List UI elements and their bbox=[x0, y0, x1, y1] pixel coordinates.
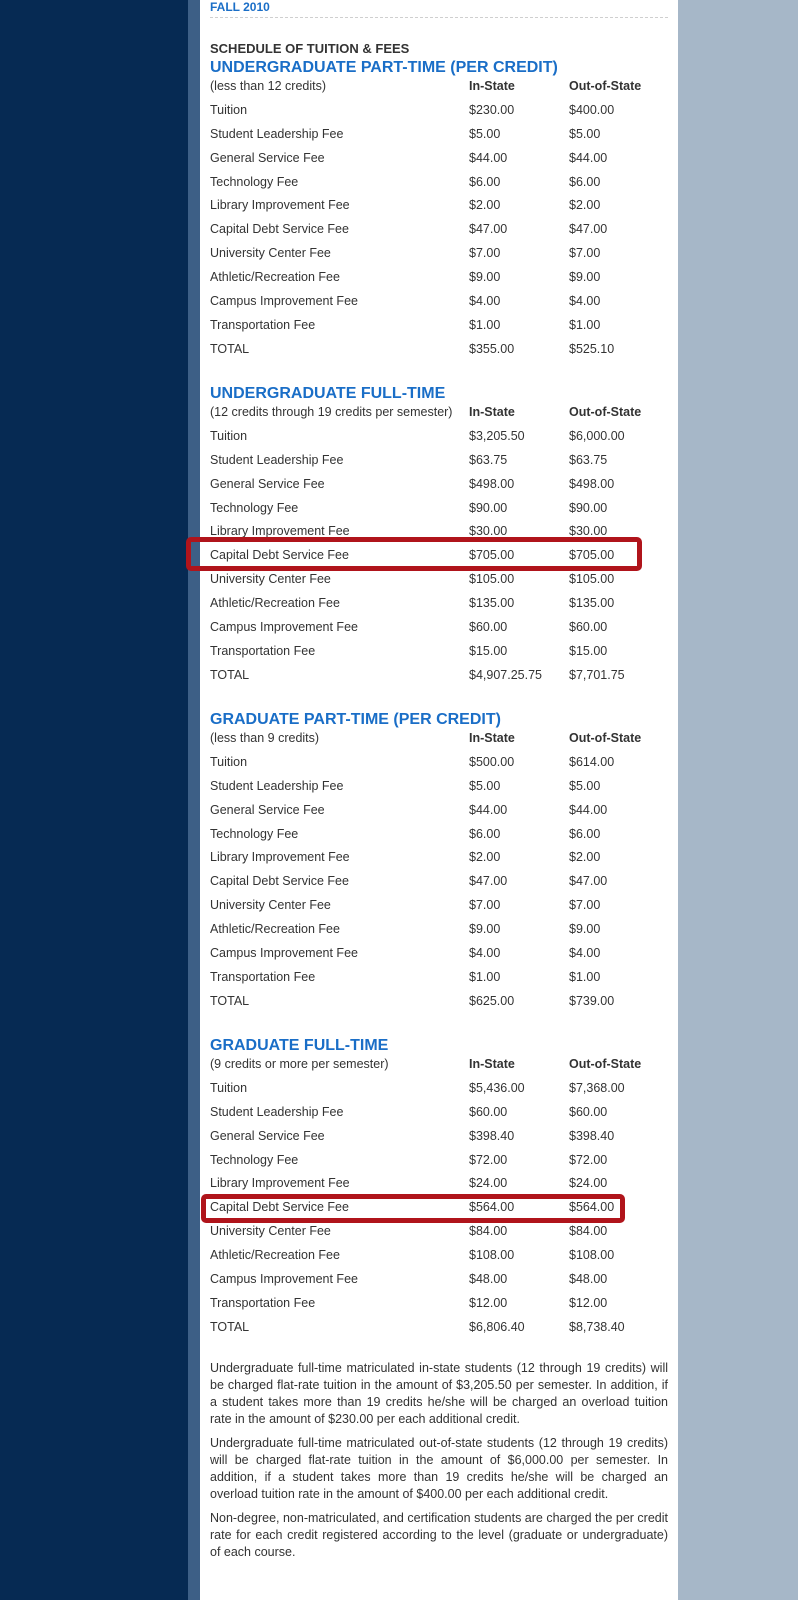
out-of-state-amount: $739.00 bbox=[569, 993, 615, 1008]
table-row bbox=[210, 476, 670, 500]
in-state-amount: $108.00 bbox=[469, 1248, 515, 1263]
fee-label: TOTAL bbox=[210, 667, 250, 682]
fee-label: General Service Fee bbox=[210, 1128, 325, 1143]
in-state-amount: $4.00 bbox=[469, 946, 501, 961]
table-row bbox=[210, 802, 670, 826]
table-row bbox=[210, 102, 670, 126]
section-grad-full-time bbox=[210, 1036, 670, 1343]
table-row bbox=[210, 619, 670, 643]
fee-label: University Center Fee bbox=[210, 572, 331, 587]
out-of-state-amount: $24.00 bbox=[569, 1176, 608, 1191]
table-row bbox=[210, 969, 670, 993]
in-state-amount: $705.00 bbox=[469, 548, 515, 563]
table-row bbox=[210, 341, 670, 365]
note-paragraph: Non-degree, non-matriculated, and certification students are charged the per credit rate for each credit registered according to the level (graduate or undergraduate) of each course. bbox=[210, 1511, 668, 1559]
out-of-state-amount: $44.00 bbox=[569, 802, 608, 817]
table-row bbox=[210, 826, 670, 850]
season-label: FALL 2010 bbox=[210, 0, 668, 18]
table-row bbox=[210, 1152, 670, 1176]
in-state-amount: $7.00 bbox=[469, 898, 501, 913]
fee-label: Campus Improvement Fee bbox=[210, 620, 358, 635]
in-state-amount: $398.40 bbox=[469, 1128, 515, 1143]
fee-label: University Center Fee bbox=[210, 898, 331, 913]
section-subtitle: (12 credits through 19 credits per semester) bbox=[210, 405, 453, 419]
out-of-state-amount: $614.00 bbox=[569, 754, 615, 769]
fee-label: Technology Fee bbox=[210, 826, 299, 841]
table-header-row bbox=[210, 1056, 670, 1080]
table-row bbox=[210, 126, 670, 150]
table-header-row bbox=[210, 78, 670, 102]
in-state-amount: $3,205.50 bbox=[469, 428, 525, 443]
in-state-amount: $500.00 bbox=[469, 754, 515, 769]
table-row bbox=[210, 993, 670, 1017]
out-of-state-amount: $6.00 bbox=[569, 826, 601, 841]
out-of-state-amount: $400.00 bbox=[569, 102, 615, 117]
fee-label: TOTAL bbox=[210, 993, 250, 1008]
out-of-state-amount: $48.00 bbox=[569, 1272, 608, 1287]
table-row bbox=[210, 571, 670, 595]
table-header-row bbox=[210, 730, 670, 754]
out-of-state-amount: $525.10 bbox=[569, 341, 615, 356]
table-row bbox=[210, 643, 670, 667]
out-of-state-amount: $108.00 bbox=[569, 1248, 615, 1263]
section-title: UNDERGRADUATE FULL-TIME bbox=[210, 385, 446, 402]
in-state-amount: $5,436.00 bbox=[469, 1080, 525, 1095]
fee-label: Technology Fee bbox=[210, 174, 299, 189]
table-row bbox=[210, 1080, 670, 1104]
right-gray-band bbox=[678, 0, 798, 1600]
fee-label: Library Improvement Fee bbox=[210, 1176, 350, 1191]
fee-label: Campus Improvement Fee bbox=[210, 294, 358, 309]
table-row bbox=[210, 1223, 670, 1247]
out-of-state-amount: $4.00 bbox=[569, 294, 601, 309]
in-state-amount: $48.00 bbox=[469, 1272, 508, 1287]
out-of-state-amount: $2.00 bbox=[569, 850, 601, 865]
table-row bbox=[210, 873, 670, 897]
in-state-amount: $30.00 bbox=[469, 524, 508, 539]
col-header-in-state: In-State bbox=[469, 1057, 515, 1071]
table-row bbox=[210, 921, 670, 945]
out-of-state-amount: $5.00 bbox=[569, 126, 601, 141]
out-of-state-amount: $7,368.00 bbox=[569, 1080, 625, 1095]
in-state-amount: $90.00 bbox=[469, 500, 508, 515]
col-header-in-state: In-State bbox=[469, 731, 515, 745]
out-of-state-amount: $7.00 bbox=[569, 898, 601, 913]
table-row bbox=[210, 197, 670, 221]
table-header-row bbox=[210, 404, 670, 428]
in-state-amount: $1.00 bbox=[469, 969, 501, 984]
section-subtitle: (less than 12 credits) bbox=[210, 79, 327, 93]
fee-label: TOTAL bbox=[210, 1319, 250, 1334]
out-of-state-amount: $6,000.00 bbox=[569, 428, 625, 443]
fee-label: Student Leadership Fee bbox=[210, 452, 344, 467]
out-of-state-amount: $12.00 bbox=[569, 1295, 608, 1310]
schedule-heading: SCHEDULE OF TUITION & FEES bbox=[210, 41, 410, 56]
in-state-amount: $84.00 bbox=[469, 1224, 508, 1239]
in-state-amount: $47.00 bbox=[469, 222, 508, 237]
fee-label: Student Leadership Fee bbox=[210, 126, 344, 141]
col-header-out-of-state: Out-of-State bbox=[569, 79, 642, 93]
col-header-in-state: In-State bbox=[469, 79, 515, 93]
table-row bbox=[210, 1295, 670, 1319]
out-of-state-amount: $564.00 bbox=[569, 1200, 615, 1215]
in-state-amount: $105.00 bbox=[469, 572, 515, 587]
left-navy-band bbox=[0, 0, 188, 1600]
out-of-state-amount: $7.00 bbox=[569, 246, 601, 261]
col-header-out-of-state: Out-of-State bbox=[569, 1057, 642, 1071]
fee-label: Capital Debt Service Fee bbox=[210, 874, 349, 889]
table-row bbox=[210, 174, 670, 198]
in-state-amount: $60.00 bbox=[469, 620, 508, 635]
table-row bbox=[210, 754, 670, 778]
table-row bbox=[210, 452, 670, 476]
fee-label: Tuition bbox=[210, 1080, 248, 1095]
col-header-out-of-state: Out-of-State bbox=[569, 731, 642, 745]
highlight-box-grad-capital-debt bbox=[201, 1194, 625, 1223]
fee-label: Student Leadership Fee bbox=[210, 778, 344, 793]
highlight-box-undergrad-capital-debt bbox=[186, 537, 642, 571]
fee-label: Capital Debt Service Fee bbox=[210, 222, 349, 237]
fee-label: Capital Debt Service Fee bbox=[210, 548, 349, 563]
fee-label: Transportation Fee bbox=[210, 317, 316, 332]
out-of-state-amount: $60.00 bbox=[569, 620, 608, 635]
out-of-state-amount: $72.00 bbox=[569, 1152, 608, 1167]
out-of-state-amount: $6.00 bbox=[569, 174, 601, 189]
table-row bbox=[210, 428, 670, 452]
notes bbox=[210, 1360, 668, 1568]
table-row bbox=[210, 1247, 670, 1271]
table-row bbox=[210, 221, 670, 245]
fee-label: Transportation Fee bbox=[210, 969, 316, 984]
fee-label: Athletic/Recreation Fee bbox=[210, 922, 340, 937]
in-state-amount: $6.00 bbox=[469, 174, 501, 189]
table-row bbox=[210, 897, 670, 921]
out-of-state-amount: $1.00 bbox=[569, 317, 601, 332]
table-row bbox=[210, 1319, 670, 1343]
table-row bbox=[210, 595, 670, 619]
out-of-state-amount: $8,738.40 bbox=[569, 1319, 625, 1334]
in-state-amount: $4.00 bbox=[469, 294, 501, 309]
table-row bbox=[210, 1271, 670, 1295]
out-of-state-amount: $1.00 bbox=[569, 969, 601, 984]
out-of-state-amount: $5.00 bbox=[569, 778, 601, 793]
out-of-state-amount: $7,701.75 bbox=[569, 667, 625, 682]
in-state-amount: $2.00 bbox=[469, 850, 501, 865]
in-state-amount: $564.00 bbox=[469, 1200, 515, 1215]
fee-label: TOTAL bbox=[210, 341, 250, 356]
out-of-state-amount: $135.00 bbox=[569, 596, 615, 611]
out-of-state-amount: $15.00 bbox=[569, 643, 608, 658]
table-row bbox=[210, 269, 670, 293]
fee-label: Athletic/Recreation Fee bbox=[210, 596, 340, 611]
out-of-state-amount: $44.00 bbox=[569, 150, 608, 165]
fee-label: Student Leadership Fee bbox=[210, 1104, 344, 1119]
out-of-state-amount: $30.00 bbox=[569, 524, 608, 539]
table-row bbox=[210, 150, 670, 174]
in-state-amount: $24.00 bbox=[469, 1176, 508, 1191]
in-state-amount: $135.00 bbox=[469, 596, 515, 611]
note-paragraph: Undergraduate full-time matriculated out-of-state students (12 through 19 credits) will be charged flat-rate tuition in the amount of $6,000.00 per semester. In addition, if a student takes more than 19 credits he/she will be charged an overload tuition rate in the amount of $400.00 per each additional credit. bbox=[210, 1436, 668, 1501]
out-of-state-amount: $60.00 bbox=[569, 1104, 608, 1119]
table-row bbox=[210, 1128, 670, 1152]
in-state-amount: $230.00 bbox=[469, 102, 515, 117]
fee-label: Technology Fee bbox=[210, 500, 299, 515]
out-of-state-amount: $47.00 bbox=[569, 874, 608, 889]
out-of-state-amount: $2.00 bbox=[569, 198, 601, 213]
in-state-amount: $44.00 bbox=[469, 802, 508, 817]
in-state-amount: $44.00 bbox=[469, 150, 508, 165]
fee-label: Athletic/Recreation Fee bbox=[210, 270, 340, 285]
table-row bbox=[210, 778, 670, 802]
fee-label: Athletic/Recreation Fee bbox=[210, 1248, 340, 1263]
in-state-amount: $15.00 bbox=[469, 643, 508, 658]
out-of-state-amount: $4.00 bbox=[569, 946, 601, 961]
fee-label: General Service Fee bbox=[210, 150, 325, 165]
in-state-amount: $63.75 bbox=[469, 452, 508, 467]
table-row bbox=[210, 945, 670, 969]
section-title: GRADUATE PART-TIME (PER CREDIT) bbox=[210, 711, 501, 728]
in-state-amount: $498.00 bbox=[469, 476, 515, 491]
in-state-amount: $12.00 bbox=[469, 1295, 508, 1310]
out-of-state-amount: $90.00 bbox=[569, 500, 608, 515]
out-of-state-amount: $47.00 bbox=[569, 222, 608, 237]
fee-label: Tuition bbox=[210, 754, 248, 769]
in-state-amount: $625.00 bbox=[469, 993, 515, 1008]
fee-label: Tuition bbox=[210, 102, 248, 117]
table-row bbox=[210, 317, 670, 341]
in-state-amount: $4,907.25.75 bbox=[469, 667, 542, 682]
in-state-amount: $72.00 bbox=[469, 1152, 508, 1167]
content-panel bbox=[200, 0, 678, 1600]
fee-label: Technology Fee bbox=[210, 1152, 299, 1167]
col-header-in-state: In-State bbox=[469, 405, 515, 419]
fee-label: Capital Debt Service Fee bbox=[210, 1200, 349, 1215]
fee-label: University Center Fee bbox=[210, 246, 331, 261]
fee-label: Transportation Fee bbox=[210, 643, 316, 658]
fee-label: Library Improvement Fee bbox=[210, 524, 350, 539]
out-of-state-amount: $9.00 bbox=[569, 922, 601, 937]
out-of-state-amount: $398.40 bbox=[569, 1128, 615, 1143]
section-grad-part-time bbox=[210, 710, 670, 1017]
in-state-amount: $355.00 bbox=[469, 341, 515, 356]
out-of-state-amount: $705.00 bbox=[569, 548, 615, 563]
in-state-amount: $6,806.40 bbox=[469, 1319, 525, 1334]
out-of-state-amount: $105.00 bbox=[569, 572, 615, 587]
in-state-amount: $5.00 bbox=[469, 126, 501, 141]
table-row bbox=[210, 849, 670, 873]
fee-label: General Service Fee bbox=[210, 476, 325, 491]
left-edge-band bbox=[188, 0, 200, 1600]
section-title: UNDERGRADUATE PART-TIME (PER CREDIT) bbox=[210, 59, 558, 76]
out-of-state-amount: $63.75 bbox=[569, 452, 608, 467]
out-of-state-amount: $498.00 bbox=[569, 476, 615, 491]
table-row bbox=[210, 500, 670, 524]
fee-label: Campus Improvement Fee bbox=[210, 1272, 358, 1287]
section-subtitle: (less than 9 credits) bbox=[210, 731, 320, 745]
table-row bbox=[210, 1104, 670, 1128]
in-state-amount: $7.00 bbox=[469, 246, 501, 261]
fee-label: General Service Fee bbox=[210, 802, 325, 817]
in-state-amount: $9.00 bbox=[469, 922, 501, 937]
in-state-amount: $47.00 bbox=[469, 874, 508, 889]
in-state-amount: $9.00 bbox=[469, 270, 501, 285]
out-of-state-amount: $9.00 bbox=[569, 270, 601, 285]
fee-label: Transportation Fee bbox=[210, 1295, 316, 1310]
fee-label: Library Improvement Fee bbox=[210, 850, 350, 865]
note-paragraph: Undergraduate full-time matriculated in-state students (12 through 19 credits) will be charged flat-rate tuition in the amount of $3,205.50 per semester. In addition, if a student takes more than 19 credits he/she will be charged an overload tuition rate in the amount of $230.00 per each additional credit. bbox=[210, 1361, 668, 1426]
section-subtitle: (9 credits or more per semester) bbox=[210, 1057, 389, 1071]
fee-label: Campus Improvement Fee bbox=[210, 946, 358, 961]
in-state-amount: $6.00 bbox=[469, 826, 501, 841]
section-title: GRADUATE FULL-TIME bbox=[210, 1037, 389, 1054]
fee-label: Tuition bbox=[210, 428, 248, 443]
in-state-amount: $2.00 bbox=[469, 198, 501, 213]
table-row bbox=[210, 245, 670, 269]
in-state-amount: $60.00 bbox=[469, 1104, 508, 1119]
out-of-state-amount: $84.00 bbox=[569, 1224, 608, 1239]
col-header-out-of-state: Out-of-State bbox=[569, 405, 642, 419]
in-state-amount: $5.00 bbox=[469, 778, 501, 793]
table-row bbox=[210, 667, 670, 691]
section-undergrad-part-time bbox=[210, 58, 670, 365]
fee-label: Library Improvement Fee bbox=[210, 198, 350, 213]
in-state-amount: $1.00 bbox=[469, 317, 501, 332]
fee-label: University Center Fee bbox=[210, 1224, 331, 1239]
table-row bbox=[210, 293, 670, 317]
